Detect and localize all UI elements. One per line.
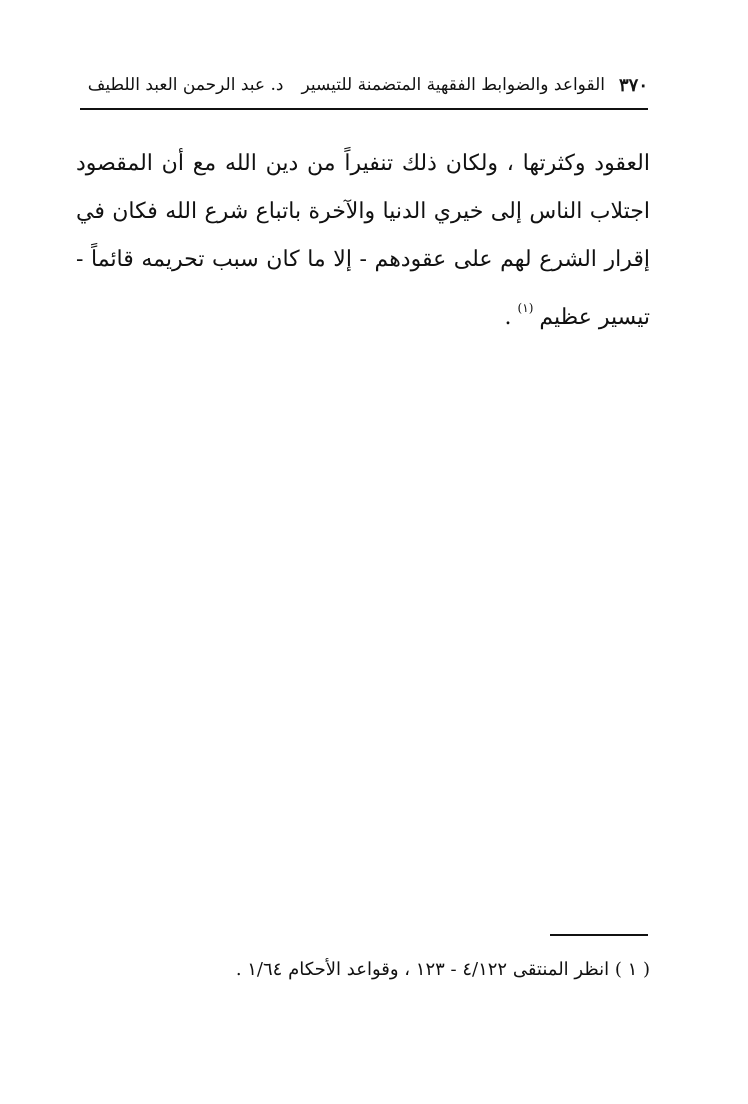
header-divider xyxy=(80,108,648,110)
footnote-divider xyxy=(550,934,648,936)
footnote-reference: (١) xyxy=(517,301,534,315)
body-line-1: العقود وكثرتها ، ولكان ذلك تنفيراً من دين الله مع أن المقصود xyxy=(76,151,650,176)
book-title: القواعد والضوابط الفقهية المتضمنة للتيسير xyxy=(301,75,605,95)
body-line-4 xyxy=(76,284,650,342)
final-period: . xyxy=(504,305,512,330)
author-name: د. عبد الرحمن العبد اللطيف xyxy=(87,75,284,95)
body-line-4-text: تيسير عظيم xyxy=(539,305,650,330)
running-header xyxy=(80,70,648,100)
body-line-2: اجتلاب الناس إلى خيري الدنيا والآخرة باتباع شرع الله فكان في xyxy=(76,199,650,224)
footnote-1: ( ١ ) انظر المنتقى ٤/١٢٢ - ١٢٣ ، وقواعد الأحكام ١/٦٤ . xyxy=(235,959,650,980)
body-line-3: إقرار الشرع لهم على عقودهم - إلا ما كان سبب تحريمه قائماً - xyxy=(76,247,650,272)
body-paragraph xyxy=(76,140,650,342)
page-number: ٣٧٠ xyxy=(618,74,648,96)
